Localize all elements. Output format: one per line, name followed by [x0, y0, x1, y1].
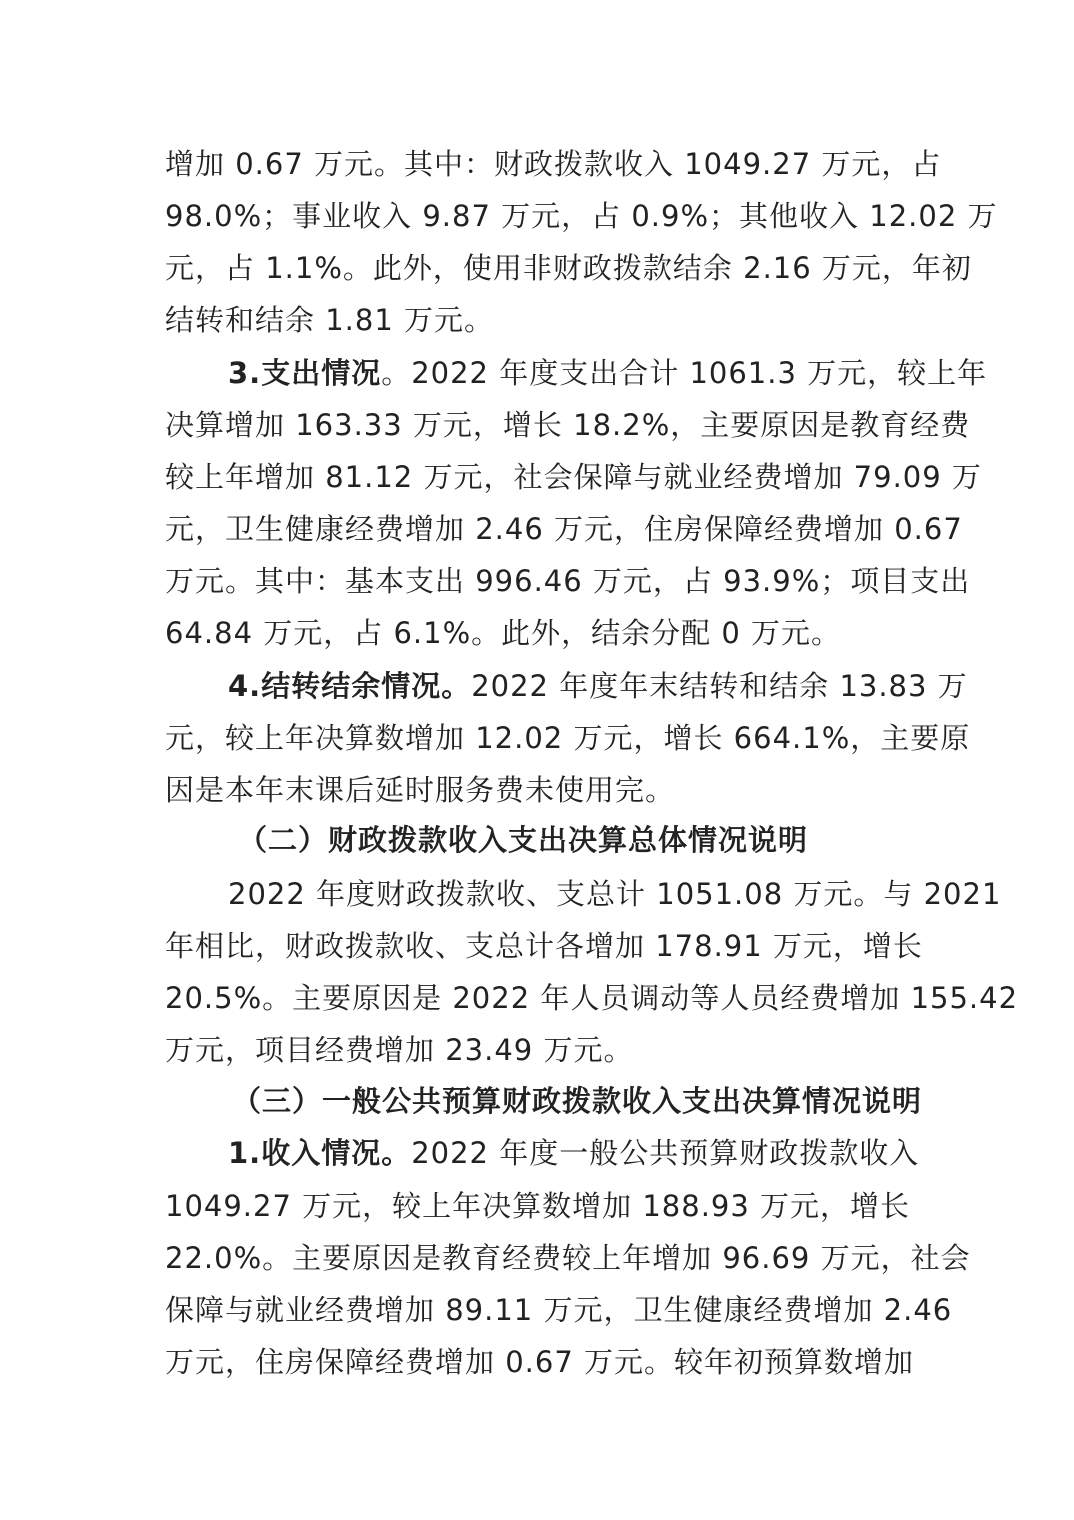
paragraph-line: 元，卫生健康经费增加 2.46 万元，住房保障经费增加 0.67 — [165, 512, 963, 546]
paragraph-line: 元，占 1.1%。此外，使用非财政拨款结余 2.16 万元，年初 — [165, 251, 972, 285]
paragraph-line: 4.结转结余情况。2022 年度年末结转和结余 13.83 万 — [228, 669, 968, 703]
section-heading: （三）一般公共预算财政拨款收入支出决算情况说明 — [232, 1084, 923, 1118]
paragraph-line: 因是本年末课后延时服务费未使用完。 — [165, 773, 676, 807]
paragraph-line: 22.0%。主要原因是教育经费较上年增加 96.69 万元，社会 — [165, 1241, 971, 1275]
section-heading: （二）财政拨款收入支出决算总体情况说明 — [238, 823, 809, 857]
paragraph-line: 万元，项目经费增加 23.49 万元。 — [165, 1033, 634, 1067]
paragraph-line: 较上年增加 81.12 万元，社会保障与就业经费增加 79.09 万 — [165, 460, 982, 494]
paragraph-line: 3.支出情况。2022 年度支出合计 1061.3 万元，较上年 — [228, 356, 988, 390]
paragraph-line: 64.84 万元，占 6.1%。此外，结余分配 0 万元。 — [165, 616, 842, 650]
paragraph-line: 结转和结余 1.81 万元。 — [165, 303, 495, 337]
paragraph-line: 2022 年度财政拨款收、支总计 1051.08 万元。与 2021 — [228, 877, 1002, 911]
paragraph-line: 保障与就业经费增加 89.11 万元，卫生健康经费增加 2.46 — [165, 1293, 953, 1327]
paragraph-line: 20.5%。主要原因是 2022 年人员调动等人员经费增加 155.42 — [165, 981, 1019, 1015]
paragraph-line: 1.收入情况。2022 年度一般公共预算财政拨款收入 — [228, 1136, 920, 1170]
paragraph-line: 年相比，财政拨款收、支总计各增加 178.91 万元，增长 — [165, 929, 923, 963]
section-lead: 1.收入情况。 — [228, 1136, 412, 1170]
paragraph-line: 98.0%；事业收入 9.87 万元，占 0.9%；其他收入 12.02 万 — [165, 199, 998, 233]
section-lead: 3.支出情况 — [228, 356, 382, 390]
paragraph-line: 决算增加 163.33 万元，增长 18.2%，主要原因是教育经费 — [165, 408, 971, 442]
paragraph-line: 万元，住房保障经费增加 0.67 万元。较年初预算数增加 — [165, 1345, 915, 1379]
section-lead: 4.结转结余情况。 — [228, 669, 472, 703]
paragraph-line: 万元。其中：基本支出 996.46 万元，占 93.9%；项目支出 — [165, 564, 971, 598]
paragraph-line: 增加 0.67 万元。其中：财政拨款收入 1049.27 万元，占 — [165, 147, 942, 181]
paragraph-line: 1049.27 万元，较上年决算数增加 188.93 万元，增长 — [165, 1189, 911, 1223]
paragraph-line: 元，较上年决算数增加 12.02 万元，增长 664.1%，主要原 — [165, 721, 971, 755]
